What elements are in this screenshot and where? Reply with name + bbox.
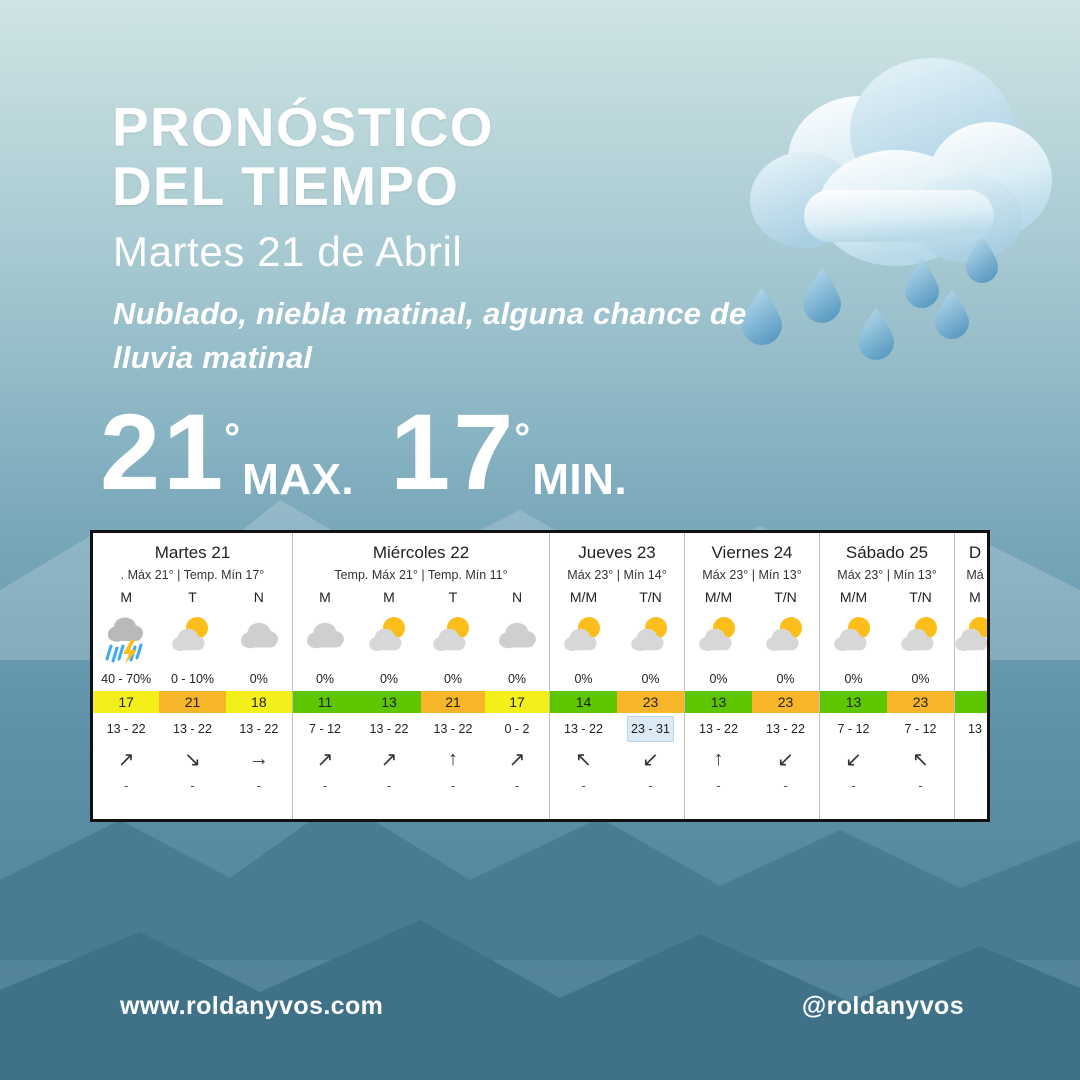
title-line-1: PRONÓSTICO: [112, 96, 494, 158]
cloud-icon: [232, 609, 286, 667]
sun-cloud-icon: [165, 609, 219, 667]
period-temperature: 21: [159, 691, 225, 713]
period-label: M/M: [839, 589, 868, 605]
wind-range: 13 - 22: [766, 722, 805, 736]
wind-direction-arrow-icon: ↖: [912, 748, 929, 771]
precipitation-probability: 0%: [911, 672, 930, 686]
day-name: Miércoles 22: [372, 543, 470, 562]
wind-direction-arrow-icon: ↗: [117, 748, 135, 771]
extra-value: -: [450, 778, 456, 793]
day-columns: [955, 585, 990, 815]
wind-direction-arrow-icon: ↗: [508, 748, 526, 771]
sun-cloud-icon: [894, 609, 948, 667]
period-temperature: 23: [887, 691, 954, 713]
wind-range: 13 - 22: [564, 722, 603, 736]
period-temperature: 13: [820, 691, 887, 713]
period-temperature: 21: [421, 691, 485, 713]
extra-value: -: [386, 778, 392, 793]
period-temperature: 18: [226, 691, 292, 713]
extra-value: -: [514, 778, 520, 793]
wind-direction-arrow-icon: ↙: [777, 748, 794, 771]
precipitation-probability: 0%: [507, 672, 527, 686]
wind-range: 13 - 22: [106, 722, 146, 736]
min-temp-label: MIN.: [532, 455, 628, 504]
sun-cloud-icon: [759, 609, 813, 667]
title-line-2: DEL TIEMPO: [112, 155, 460, 218]
day-temp-summary: Temp. Máx 21° | Temp. Mín 11°: [334, 568, 508, 582]
wind-range: 13 - 22: [369, 722, 409, 736]
sun-cloud-icon: [426, 609, 480, 667]
forecast-period[interactable]: [685, 585, 752, 815]
wind-range: 0 - 2: [504, 722, 530, 736]
wind-range: 13 - 22: [239, 722, 279, 736]
period-temperature: [955, 691, 990, 713]
thunderstorm-icon: [99, 609, 153, 667]
period-label: M: [383, 589, 395, 605]
day-columns: [550, 585, 684, 815]
day-name: Sábado 25: [845, 543, 929, 562]
precipitation-probability: 40 - 70%: [101, 672, 152, 686]
extra-value: -: [581, 778, 586, 793]
period-temperature: 14: [550, 691, 617, 713]
forecast-period[interactable]: [887, 585, 954, 815]
day-columns: [820, 585, 954, 815]
wind-direction-arrow-icon: →: [248, 747, 269, 770]
sun-cloud-icon: [624, 609, 678, 667]
wind-range: 7 - 12: [904, 722, 937, 736]
wind-range: 7 - 12: [309, 722, 341, 736]
rain-cloud-icon: [700, 40, 1060, 380]
period-label: M: [120, 589, 132, 605]
period-temperature: 17: [93, 691, 159, 713]
forecast-period[interactable]: [159, 585, 225, 815]
period-label: N: [253, 589, 264, 605]
precipitation-probability: 0%: [844, 672, 863, 686]
day-columns: [293, 585, 549, 815]
day-temp-summary: Máx 23° | Mín 13°: [702, 568, 802, 582]
forecast-period[interactable]: [293, 585, 357, 815]
precipitation-probability: 0%: [379, 672, 399, 686]
wind-range: 13 - 22: [699, 722, 738, 736]
extra-value: -: [648, 778, 653, 793]
extra-value: -: [851, 778, 856, 793]
temperature-summary: [100, 391, 628, 512]
precipitation-probability: 0%: [641, 672, 660, 686]
forecast-period[interactable]: [752, 585, 819, 815]
max-temp-value: 21: [100, 391, 227, 512]
wind-direction-arrow-icon: ↘: [184, 748, 201, 771]
day-name: Martes 21: [154, 543, 231, 562]
extra-value: -: [190, 778, 195, 793]
extra-value: -: [123, 778, 129, 793]
day-temp-summary: Má: [966, 568, 984, 582]
forecast-day[interactable]: [820, 533, 955, 819]
period-label: M: [969, 589, 981, 605]
day-columns: [93, 585, 292, 815]
extra-value: -: [918, 778, 923, 793]
day-temp-summary: Máx 23° | Mín 14°: [567, 568, 667, 582]
wind-direction-arrow-icon: ↗: [316, 748, 334, 771]
sun-cloud-icon: [692, 609, 746, 667]
day-temp-summary: . Máx 21° | Temp. Mín 17°: [120, 568, 265, 582]
precipitation-probability: 0%: [709, 672, 728, 686]
min-temp-degree: °: [514, 416, 531, 460]
wind-range: 13 - 22: [173, 722, 212, 736]
cloud-icon: [298, 609, 352, 667]
forecast-period[interactable]: [550, 585, 617, 815]
period-temperature: 11: [293, 691, 357, 713]
forecast-days-container: [93, 533, 987, 819]
period-temperature: 23: [617, 691, 684, 713]
max-temp-degree: °: [224, 416, 241, 460]
period-label: M/M: [569, 589, 598, 605]
period-label: T: [188, 589, 197, 605]
forecast-period[interactable]: [421, 585, 485, 815]
extra-value: -: [256, 778, 261, 793]
forecast-table[interactable]: [90, 530, 990, 822]
day-name: Viernes 24: [711, 543, 793, 562]
forecast-period[interactable]: [357, 585, 421, 815]
cloud-icon: [490, 609, 544, 667]
forecast-day[interactable]: [685, 533, 820, 819]
period-temperature: 13: [685, 691, 752, 713]
sun-cloud-icon: [948, 609, 990, 667]
website-url[interactable]: www.roldanyvos.com: [120, 992, 384, 1020]
wind-range: 13: [968, 722, 982, 736]
forecast-period[interactable]: [485, 585, 549, 815]
period-label: T/N: [774, 589, 797, 605]
sun-cloud-icon: [557, 609, 611, 667]
forecast-period[interactable]: [617, 585, 684, 815]
forecast-day[interactable]: [293, 533, 550, 819]
period-label: M: [319, 589, 331, 605]
day-name: Jueves 23: [578, 543, 656, 562]
period-temperature: 17: [485, 691, 549, 713]
min-temp-value: 17: [390, 391, 517, 512]
max-temp-label: MAX.: [242, 455, 355, 504]
forecast-period[interactable]: [226, 585, 292, 815]
precipitation-probability: 0%: [315, 672, 335, 686]
day-columns: [685, 585, 819, 815]
wind-range: 13 - 22: [433, 722, 473, 736]
precipitation-probability: 0%: [443, 672, 463, 686]
forecast-period[interactable]: [93, 585, 159, 815]
wind-direction-arrow-icon: ↙: [642, 748, 659, 771]
extra-value: -: [322, 778, 328, 793]
wind-range: 23 - 31: [627, 716, 674, 742]
extra-value: -: [783, 778, 788, 793]
wind-direction-arrow-icon: ↗: [380, 748, 398, 771]
forecast-day[interactable]: [955, 533, 990, 819]
precipitation-probability: 0%: [574, 672, 593, 686]
wind-range: 7 - 12: [837, 722, 870, 736]
forecast-day[interactable]: [550, 533, 685, 819]
day-temp-summary: Máx 23° | Mín 13°: [837, 568, 937, 582]
period-label: T: [448, 589, 458, 605]
forecast-day[interactable]: [93, 533, 293, 819]
period-label: T/N: [639, 589, 662, 605]
extra-value: -: [716, 778, 721, 793]
forecast-description: Nublado, niebla matinal, alguna chance de lluvia matinal: [113, 296, 747, 376]
social-handle[interactable]: @roldanyvos: [801, 992, 964, 1020]
sun-cloud-icon: [362, 609, 416, 667]
period-temperature: 13: [357, 691, 421, 713]
precipitation-probability: 0%: [776, 672, 795, 686]
wind-direction-arrow-icon: ↙: [845, 748, 862, 771]
precipitation-probability: 0%: [249, 672, 268, 686]
forecast-date: Martes 21 de Abril: [113, 228, 463, 275]
day-name: D: [968, 543, 982, 562]
period-label: N: [511, 589, 523, 605]
forecast-period[interactable]: [820, 585, 887, 815]
sun-cloud-icon: [827, 609, 881, 667]
page-title: [112, 98, 494, 217]
period-temperature: 23: [752, 691, 819, 713]
wind-direction-arrow-icon: ↑: [448, 747, 458, 770]
forecast-period[interactable]: [955, 585, 990, 815]
wind-direction-arrow-icon: ↖: [575, 748, 592, 771]
wind-direction-arrow-icon: ↑: [713, 747, 724, 770]
precipitation-probability: 0 - 10%: [170, 672, 215, 686]
period-label: M/M: [704, 589, 733, 605]
period-label: T/N: [909, 589, 932, 605]
